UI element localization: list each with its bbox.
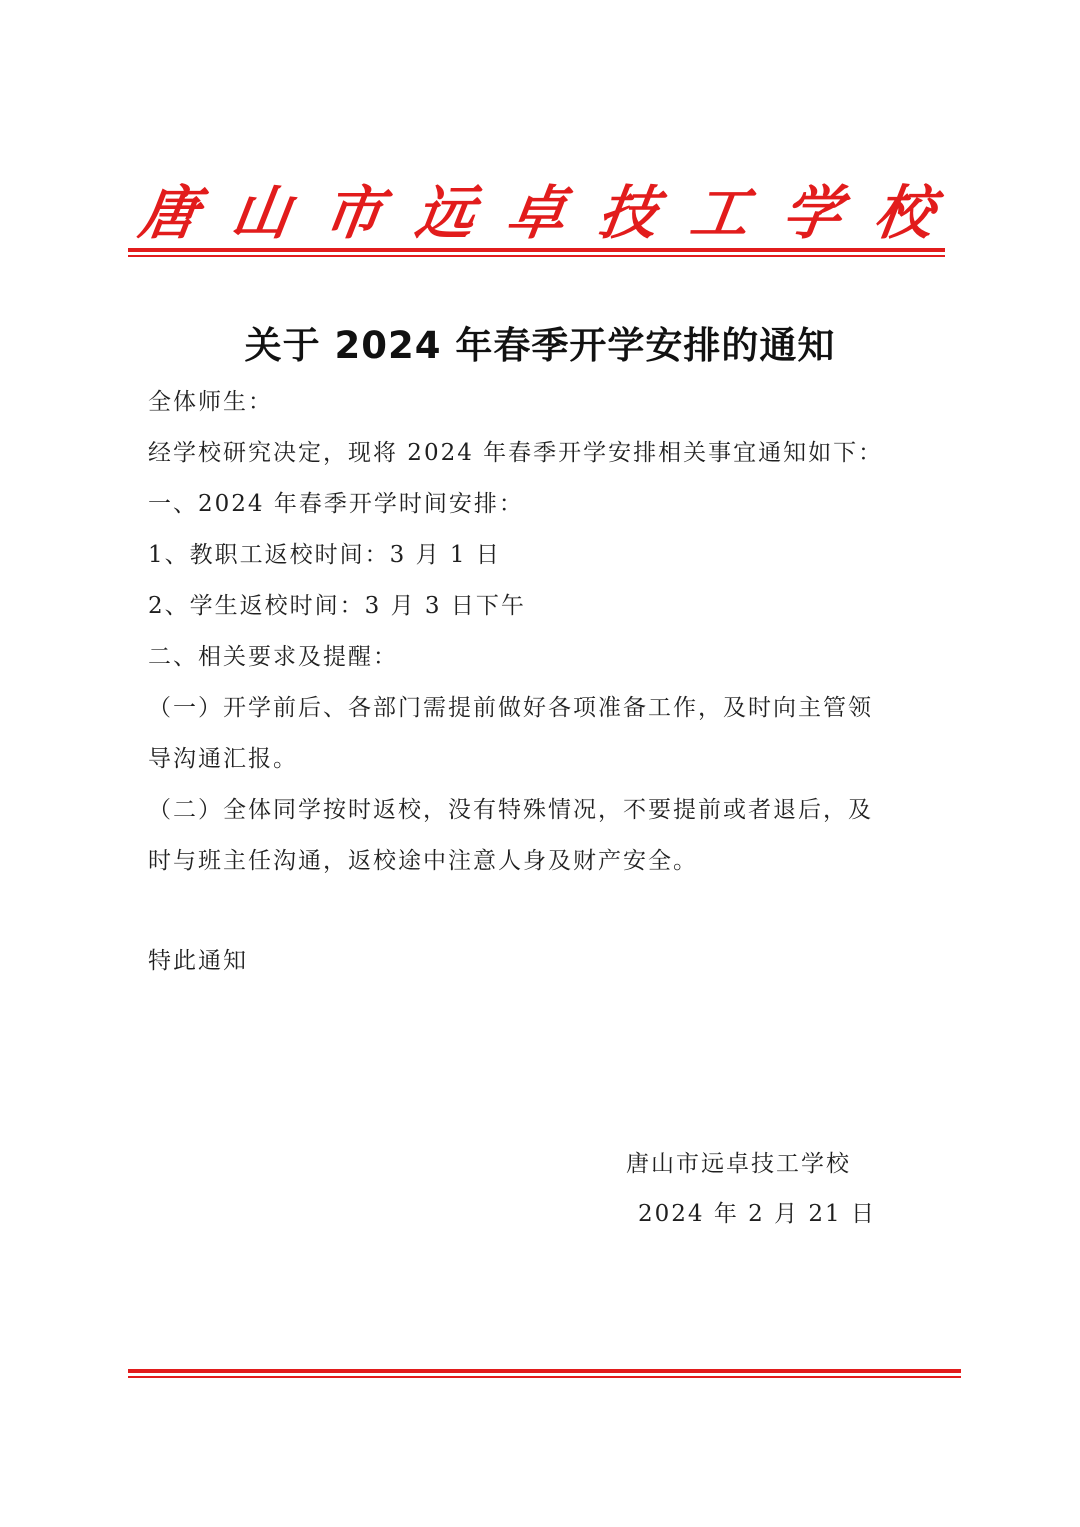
intro-paragraph: 经学校研究决定，现将 2024 年春季开学安排相关事宜通知如下： [148,440,884,466]
letterhead-school-name [128,178,945,248]
letterhead-char: 卓 [502,179,571,247]
signature-org: 唐山市远卓技工学校 [626,1151,851,1177]
letterhead-char: 学 [778,179,846,247]
letterhead-char: 山 [227,179,295,247]
section2-item1-line2: 导沟通汇报。 [148,746,298,772]
section1-item1: 1、教职工返校时间：3 月 1 日 [148,542,501,568]
footer-rule-thin [128,1376,961,1378]
letterhead-char: 工 [686,179,754,247]
letterhead-char: 市 [318,179,387,247]
closing-line: 特此通知 [148,948,248,974]
letterhead-rule-thin [128,255,945,257]
section2-item2-line2: 时与班主任沟通，返校途中注意人身及财产安全。 [148,848,698,874]
section2-item1-line1: （一）开学前后、各部门需提前做好各项准备工作，及时向主管领 [148,695,873,721]
footer-rule-thick [128,1369,961,1373]
letterhead-rule-thick [128,248,945,252]
letterhead-char: 唐 [135,179,203,247]
section1-item2: 2、学生返校时间：3 月 3 日下午 [148,593,526,619]
section2-item2-line1: （二）全体同学按时返校，没有特殊情况，不要提前或者退后，及 [148,797,873,823]
salutation: 全体师生： [148,389,273,415]
section1-heading: 一、2024 年春季开学时间安排： [148,491,524,517]
signature-date: 2024 年 2 月 21 日 [638,1201,876,1227]
letterhead-char: 技 [594,179,663,247]
letterhead-char: 远 [410,179,479,247]
notice-title: 关于 2024 年春季开学安排的通知 [244,324,836,367]
section2-heading: 二、相关要求及提醒： [148,644,398,670]
letterhead-char: 校 [870,179,938,247]
